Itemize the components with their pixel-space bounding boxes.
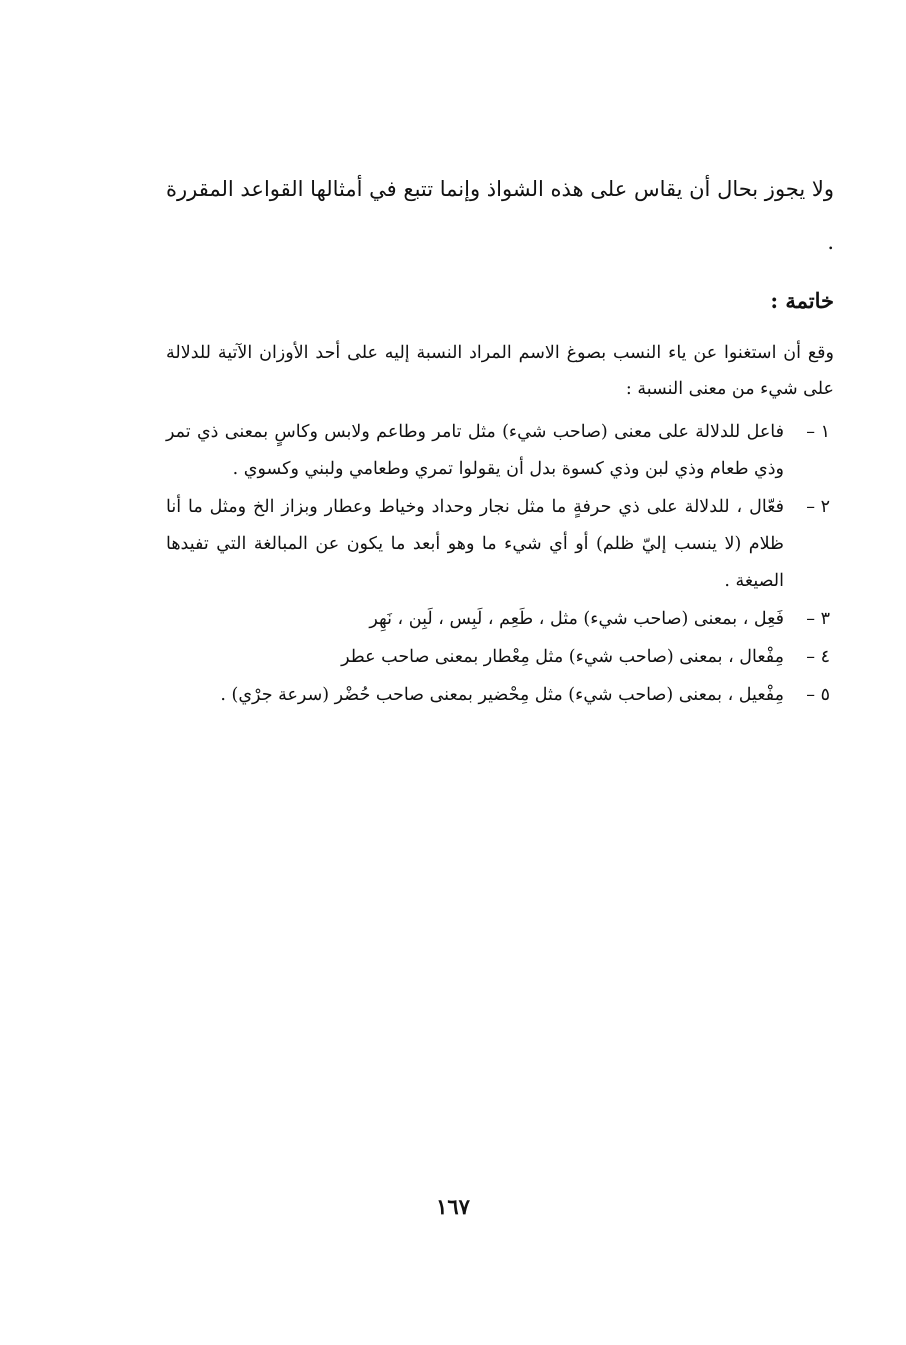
list-item — [166, 677, 834, 714]
list-item-text: فعّال ، للدلالة على ذي حرفةٍ ما مثل نجار وحداد وخياط وعطار وبزاز الخ ومثل ما أنا ظلام (لا ينسب إليّ ظلم) أو أي شيء ما وهو أبعد ما يكون عن المبالغة التي تفيدها الصيغة . — [166, 497, 784, 591]
list-item-number: ٥ – — [806, 685, 830, 705]
list-item — [166, 639, 834, 676]
list-item — [166, 414, 834, 488]
list-item — [166, 601, 834, 638]
list-item-text: فَعِل ، بمعنى (صاحب شيء) مثل ، طَعِم ، لَبِس ، لَبِن ، نَهِر — [369, 609, 784, 629]
section-heading: خاتمة : — [770, 288, 834, 313]
body-paragraph: وقع أن استغنوا عن ياء النسب بصوغ الاسم المراد النسبة إليه على أحد الأوزان الآتية للدلالة على شيء من معنى النسبة : — [166, 343, 834, 399]
intro-paragraph: ولا يجوز بحال أن يقاس على هذه الشواذ وإنما تتبع في أمثالها القواعد المقررة . — [166, 177, 834, 254]
list-item-text: فاعل للدلالة على معنى (صاحب شيء) مثل تامر وطاعم ولابس وكاسٍ بمعنى ذي تمر وذي طعام وذي لبن وذي كسوة بدل أن يقولوا تمري وطعامي ولبني وكسوي . — [166, 422, 784, 479]
list-item-number: ١ – — [806, 422, 830, 442]
numbered-list — [166, 414, 834, 715]
list-item-text: مِفْعيل ، بمعنى (صاحب شيء) مثل مِحْضير بمعنى صاحب حُضْر (سرعة جرْي) . — [220, 685, 784, 705]
list-item — [166, 489, 834, 600]
list-item-number: ٢ – — [806, 497, 830, 517]
list-item-number: ٣ – — [806, 609, 830, 629]
list-item-text: مِفْعال ، بمعنى (صاحب شيء) مثل مِعْطار بمعنى صاحب عطر — [341, 647, 784, 667]
page-number: ١٦٧ — [436, 1194, 470, 1219]
list-item-number: ٤ – — [806, 647, 830, 667]
